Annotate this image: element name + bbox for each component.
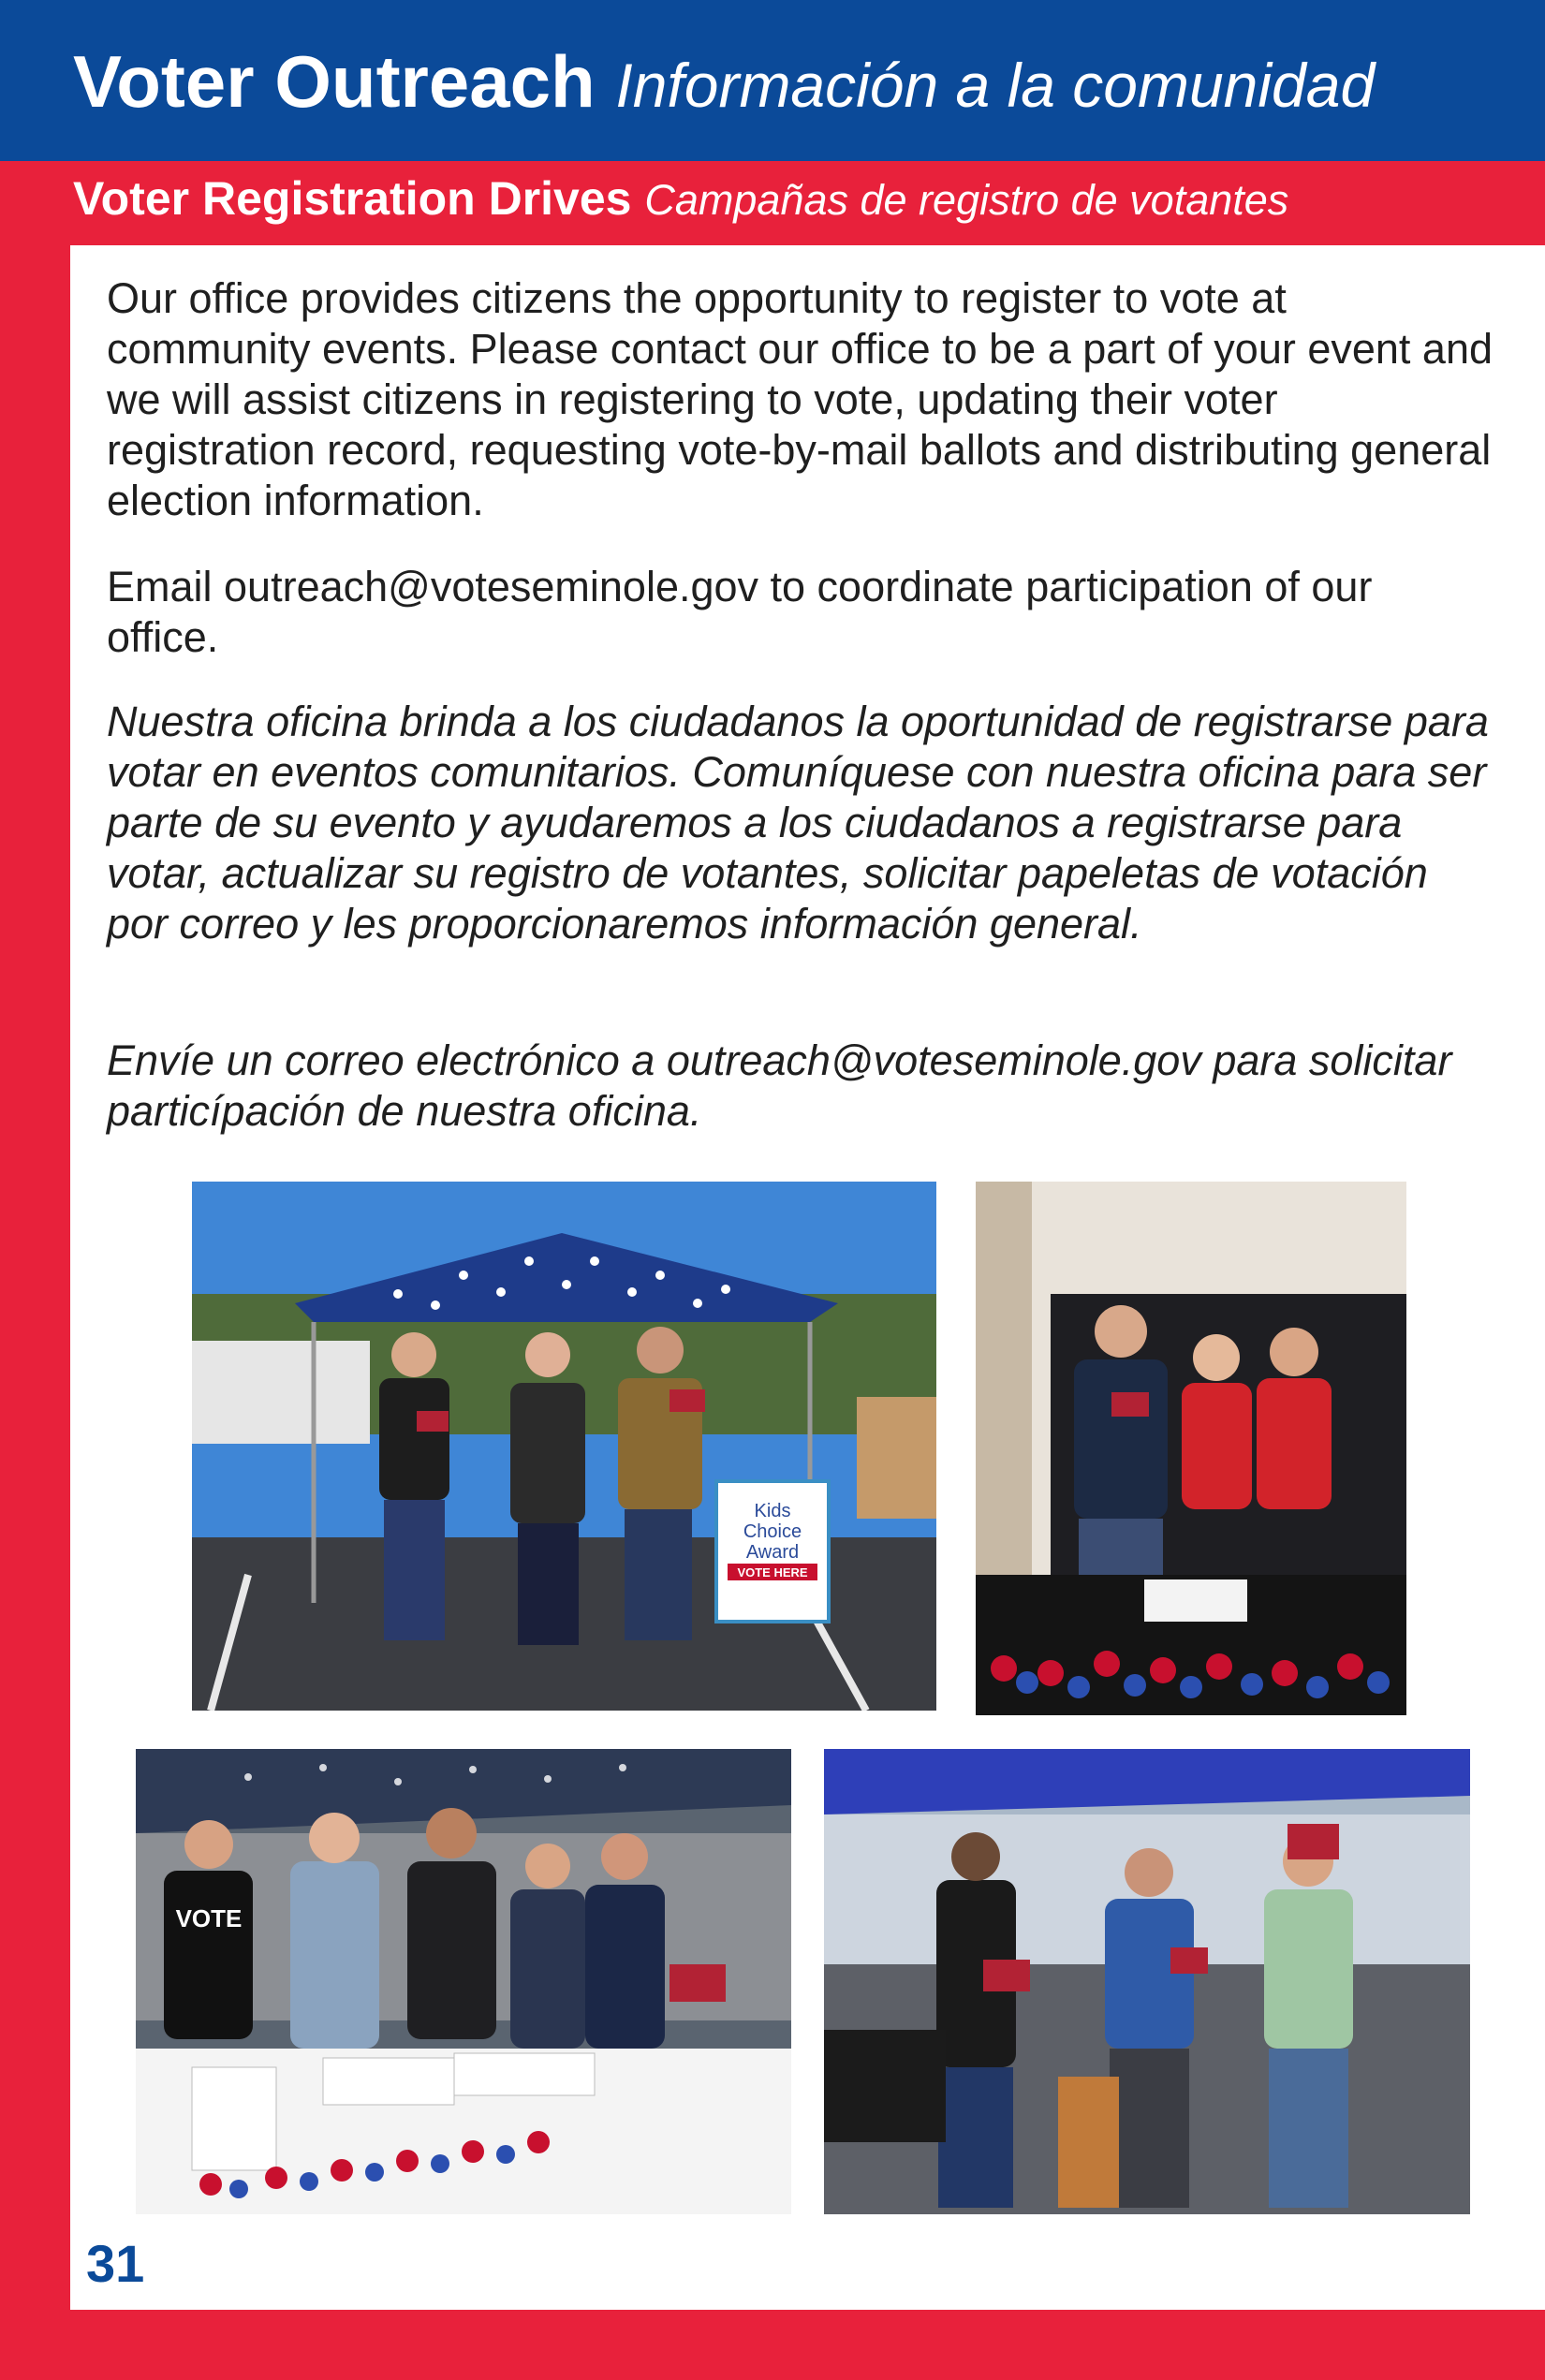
paragraph-english-2: Email outreach@voteseminole.gov to coordinate participation of our office. [107,563,1373,661]
photo-blue-tent [824,1749,1470,2214]
photo-indoor-table [976,1182,1406,1715]
shirt-text: VOTE [175,1904,243,1932]
page-number: 31 [86,2234,145,2293]
paragraph-spanish-2: Envíe un correo electrónico a outreach@voteseminole.gov para solicitar particípación de nuestra oficina. [107,1036,1452,1135]
section-title-english: Voter Registration Drives [73,172,632,225]
sign-text-1: Kids [754,1501,791,1521]
photo-group-tent [136,1749,791,2214]
paragraph-spanish-1: Nuestra oficina brinda a los ciudadanos la oportunidad de registrarse para votar en eventos comunitarios. Comuníquese con nuestra oficina para ser parte de su evento y ayudaremos a los ciudadanos a registrarse para votar, actualizar su registro de votantes, solicitar papeletas de votación por correo y les proporcionaremos información general. [107,698,1489,948]
paragraph-english-1: Our office provides citizens the opportunity to register to vote at community events. Please contact our office to be a part of your event and we will assist citizens in registering to vote, updating their voter registration record, requesting vote-by-mail ballots and distributing general election information. [107,274,1494,524]
section-title-spanish: Campañas de registro de votantes [644,176,1289,224]
title-spanish: Información a la comunidad [615,51,1376,120]
sign-text-2: Choice [743,1521,802,1542]
sign-banner-text: VOTE HERE [737,1565,808,1579]
page-title [73,40,1376,123]
sign-text-3: Award [745,1542,800,1563]
photo-tent-event [192,1182,936,1711]
title-english: Voter Outreach [73,40,596,123]
section-title [73,172,1289,225]
